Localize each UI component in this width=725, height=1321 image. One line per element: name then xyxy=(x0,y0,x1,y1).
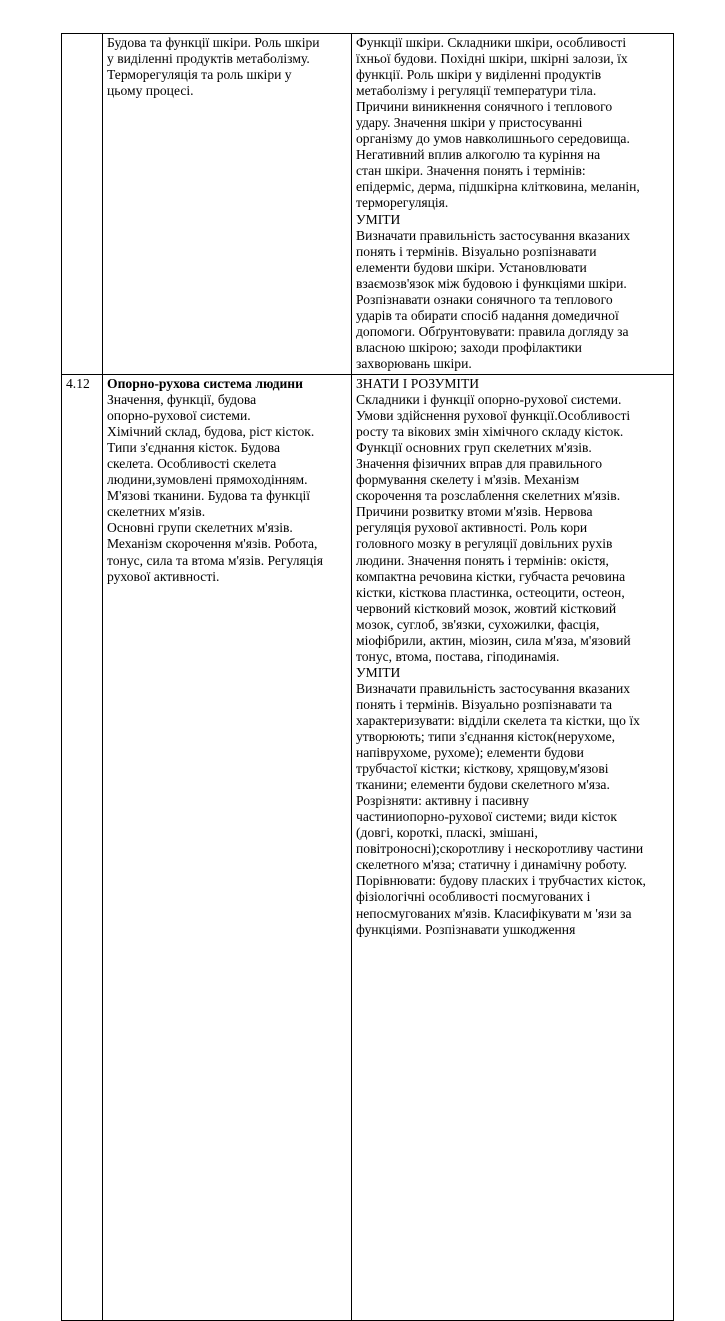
requirements-cell xyxy=(352,374,674,1320)
content-cell xyxy=(103,34,352,375)
text-line: компактна речовина кістки, губчаста речовина xyxy=(356,568,626,584)
content-lines xyxy=(107,392,348,585)
text-line: УМІТИ xyxy=(356,211,401,227)
text-line: рухової активності. xyxy=(107,568,220,584)
text-line: у виділенні продуктів метаболізму. xyxy=(107,51,310,67)
requirements-lines xyxy=(356,35,670,372)
text-line: (довгі, короткі, пласкі, змішані, xyxy=(356,825,538,841)
text-line: Типи з'єднання кісток. Будова xyxy=(107,440,281,456)
text-line: опорно-рухової системи. xyxy=(107,408,251,424)
text-line: М'язові тканини. Будова та функції xyxy=(107,488,311,504)
content-lines xyxy=(107,35,348,99)
text-line: терморегуляція. xyxy=(356,195,449,211)
text-line: характеризувати: відділи скелета та кістки, що їх xyxy=(356,712,640,728)
text-line: організму до умов навколишнього середовища. xyxy=(356,131,630,147)
text-line: їхньої будови. Похідні шкіри, шкірні залози, їх xyxy=(356,51,628,67)
text-line: регуляція рухової активності. Роль кори xyxy=(356,520,588,536)
table-row xyxy=(62,374,674,1320)
text-line: цьому процесі. xyxy=(107,83,194,99)
text-line: скорочення та розслаблення скелетних м'язів. xyxy=(356,488,621,504)
text-line: скелетного м'яза; статичну і динамічну роботу. xyxy=(356,857,627,873)
text-line: червоний кістковий мозок, жовтий кістковий xyxy=(356,600,617,616)
text-line: метаболізму і регуляції температури тіла. xyxy=(356,83,597,99)
text-line: Причини розвитку втоми м'язів. Нервова xyxy=(356,504,593,520)
text-line: взаємозв'язок між будовою і функціями шкіри. xyxy=(356,275,627,291)
text-line: удару. Значення шкіри у пристосуванні xyxy=(356,115,583,131)
text-line: ЗНАТИ І РОЗУМІТИ xyxy=(356,375,480,391)
text-line: Негативний вплив алкоголю та куріння на xyxy=(356,147,601,163)
text-line: Розрізняти: активну і пасивну xyxy=(356,793,530,809)
text-line: трубчастої кістки; кісткову, хрящову,м'язові xyxy=(356,761,609,777)
text-line: тонус, сила та втома м'язів. Регуляція xyxy=(107,552,324,568)
text-line: Складники і функції опорно-рухової системи. xyxy=(356,392,622,408)
text-line: повітроносні);скоротливу і нескоротливу частини xyxy=(356,841,644,857)
text-line: Умови здійснення рухової функції.Особливості xyxy=(356,408,631,424)
text-line: фізіологічні особливості посмугованих і xyxy=(356,889,591,905)
text-line: міофібрили, актин, міозин, сила м'яза, м'язовий xyxy=(356,632,631,648)
topic-number-cell xyxy=(62,34,103,375)
text-line: скелетних м'язів. xyxy=(107,504,206,520)
text-line: Функції шкіри. Складники шкіри, особливості xyxy=(356,35,627,50)
text-line: непосмугованих м'язів. Класифікувати м 'язи за xyxy=(356,905,632,921)
text-line: тонус, втома, постава, гіподинамія. xyxy=(356,648,560,664)
text-line: Хімічний склад, будова, ріст кісток. xyxy=(107,424,315,440)
requirements-lines xyxy=(356,376,670,938)
text-line: функціями. Розпізнавати ушкодження xyxy=(356,921,576,937)
text-line: утворюють; типи з'єднання кісток(нерухоме, xyxy=(356,729,616,745)
topic-number-cell xyxy=(62,374,103,1320)
text-line: Значення, функції, будова xyxy=(107,392,257,408)
text-line: Значення фізичних вправ для правильного xyxy=(356,456,603,472)
requirements-cell xyxy=(352,34,674,375)
text-line: понять і термінів. Візуально розпізнавати xyxy=(356,243,597,259)
text-line: тканини; елементи будови скелетного м'яза. xyxy=(356,777,610,793)
text-line: захворювань шкіри. xyxy=(356,355,472,371)
text-line: кістки, кісткова пластинка, остеоцити, остеон, xyxy=(356,584,625,600)
text-line: людини,зумовлені прямоходінням. xyxy=(107,472,308,488)
text-line: Функції основних груп скелетних м'язів. xyxy=(356,440,592,456)
text-line: Визначати правильність застосування вказаних xyxy=(356,680,631,696)
curriculum-table xyxy=(61,33,674,1321)
topic-number: 4.12 xyxy=(66,375,90,391)
text-line: головного мозку в регуляції довільних рухів xyxy=(356,536,613,552)
text-line: скелета. Особливості скелета xyxy=(107,456,277,472)
text-line: стан шкіри. Значення понять і термінів: xyxy=(356,163,586,179)
text-line: мозок, суглоб, зв'язки, сухожилки, фасція, xyxy=(356,616,600,632)
text-line: епідерміс, дерма, підшкірна клітковина, меланін, xyxy=(356,179,640,195)
text-line: допомоги. Обґрунтовувати: правила догляду за xyxy=(356,323,629,339)
text-line: Терморегуляція та роль шкіри у xyxy=(107,67,292,83)
text-line: власною шкірою; заходи профілактики xyxy=(356,339,582,355)
table-row xyxy=(62,34,674,375)
text-line: понять і термінів. Візуально розпізнавати та xyxy=(356,696,613,712)
text-line: Розпізнавати ознаки сонячного та теплового xyxy=(356,291,613,307)
text-line: елементи будови шкіри. Установлювати xyxy=(356,259,587,275)
text-line: Визначати правильність застосування вказаних xyxy=(356,227,631,243)
text-line: Причини виникнення сонячного і теплового xyxy=(356,99,613,115)
content-cell xyxy=(103,374,352,1320)
text-line: напіврухоме, рухоме); елементи будови xyxy=(356,745,584,761)
text-line: частиниопорно-рухової системи; види кісток xyxy=(356,809,617,825)
text-line: Порівнювати: будову пласких і трубчастих кісток, xyxy=(356,873,646,889)
text-line: УМІТИ xyxy=(356,664,401,680)
text-line: росту та вікових змін хімічного складу кісток. xyxy=(356,424,624,440)
text-line: Будова та функції шкіри. Роль шкіри xyxy=(107,35,320,50)
text-line: Основні групи скелетних м'язів. xyxy=(107,520,293,536)
text-line: людини. Значення понять і термінів: окістя, xyxy=(356,552,609,568)
text-line: формування скелету і м'язів. Механізм xyxy=(356,472,580,488)
section-heading: Опорно-рухова система людини xyxy=(107,375,303,391)
text-line: Механізм скорочення м'язів. Робота, xyxy=(107,536,318,552)
text-line: ударів та обирати спосіб надання домедичної xyxy=(356,307,619,323)
text-line: функції. Роль шкіри у виділенні продуктів xyxy=(356,67,602,83)
